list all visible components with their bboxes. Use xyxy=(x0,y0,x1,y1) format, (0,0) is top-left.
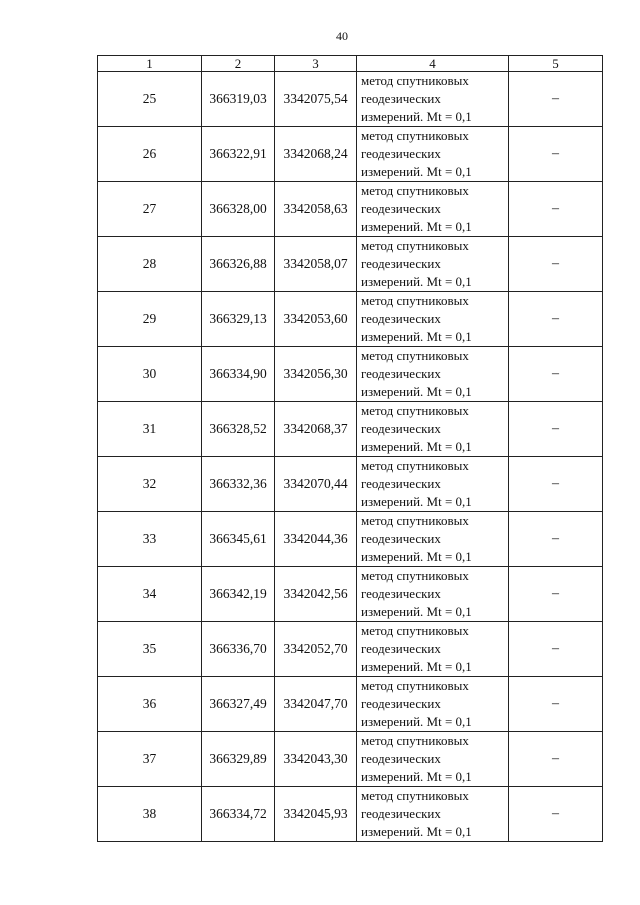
note-cell: – xyxy=(509,347,603,402)
table-body xyxy=(98,72,603,842)
x-coordinate-cell: 366334,72 xyxy=(202,787,275,842)
y-coordinate-cell: 3342068,37 xyxy=(275,402,357,457)
point-number-cell: 36 xyxy=(98,677,202,732)
table-row xyxy=(98,622,603,677)
y-coordinate-cell: 3342075,54 xyxy=(275,72,357,127)
x-coordinate-cell: 366328,00 xyxy=(202,182,275,237)
y-coordinate-cell: 3342056,30 xyxy=(275,347,357,402)
y-coordinate-cell: 3342058,07 xyxy=(275,237,357,292)
method-text-line: измерений. Mt = 0,1 xyxy=(361,164,472,179)
x-coordinate-cell: 366328,52 xyxy=(202,402,275,457)
note-cell: – xyxy=(509,237,603,292)
method-cell xyxy=(357,622,509,677)
note-cell: – xyxy=(509,292,603,347)
method-text-line: геодезических xyxy=(361,311,441,326)
method-text-line: метод спутниковых xyxy=(361,788,469,803)
note-cell: – xyxy=(509,732,603,787)
table-row xyxy=(98,182,603,237)
method-text-line: метод спутниковых xyxy=(361,183,469,198)
method-text-line: метод спутниковых xyxy=(361,458,469,473)
method-text-line: измерений. Mt = 0,1 xyxy=(361,714,472,729)
y-coordinate-cell: 3342053,60 xyxy=(275,292,357,347)
method-cell xyxy=(357,72,509,127)
point-number-cell: 37 xyxy=(98,732,202,787)
method-text-line: измерений. Mt = 0,1 xyxy=(361,329,472,344)
table-row xyxy=(98,72,603,127)
table-row xyxy=(98,402,603,457)
method-text-line: измерений. Mt = 0,1 xyxy=(361,109,472,124)
method-cell xyxy=(357,182,509,237)
note-cell: – xyxy=(509,512,603,567)
method-text-line: геодезических xyxy=(361,586,441,601)
point-number-cell: 32 xyxy=(98,457,202,512)
y-coordinate-cell: 3342044,36 xyxy=(275,512,357,567)
method-cell xyxy=(357,677,509,732)
table-header-row xyxy=(98,56,603,72)
point-number-cell: 31 xyxy=(98,402,202,457)
note-cell: – xyxy=(509,787,603,842)
table-row xyxy=(98,787,603,842)
point-number-cell: 33 xyxy=(98,512,202,567)
y-coordinate-cell: 3342058,63 xyxy=(275,182,357,237)
x-coordinate-cell: 366319,03 xyxy=(202,72,275,127)
column-header-3: 3 xyxy=(275,56,357,72)
y-coordinate-cell: 3342047,70 xyxy=(275,677,357,732)
method-text-line: геодезических xyxy=(361,366,441,381)
method-text-line: метод спутниковых xyxy=(361,678,469,693)
point-number-cell: 25 xyxy=(98,72,202,127)
method-text-line: метод спутниковых xyxy=(361,568,469,583)
method-text-line: геодезических xyxy=(361,641,441,656)
method-text-line: измерений. Mt = 0,1 xyxy=(361,384,472,399)
point-number-cell: 38 xyxy=(98,787,202,842)
method-cell xyxy=(357,567,509,622)
table-row xyxy=(98,512,603,567)
point-number-cell: 34 xyxy=(98,567,202,622)
x-coordinate-cell: 366332,36 xyxy=(202,457,275,512)
method-text-line: геодезических xyxy=(361,476,441,491)
method-text-line: метод спутниковых xyxy=(361,348,469,363)
method-text-line: метод спутниковых xyxy=(361,73,469,88)
method-text-line: измерений. Mt = 0,1 xyxy=(361,659,472,674)
method-text-line: метод спутниковых xyxy=(361,513,469,528)
column-header-5: 5 xyxy=(509,56,603,72)
column-header-1: 1 xyxy=(98,56,202,72)
table-row xyxy=(98,732,603,787)
table-row xyxy=(98,567,603,622)
y-coordinate-cell: 3342043,30 xyxy=(275,732,357,787)
method-text-line: метод спутниковых xyxy=(361,623,469,638)
y-coordinate-cell: 3342045,93 xyxy=(275,787,357,842)
note-cell: – xyxy=(509,127,603,182)
method-text-line: геодезических xyxy=(361,256,441,271)
column-header-4: 4 xyxy=(357,56,509,72)
y-coordinate-cell: 3342042,56 xyxy=(275,567,357,622)
method-text-line: геодезических xyxy=(361,806,441,821)
x-coordinate-cell: 366329,13 xyxy=(202,292,275,347)
method-text-line: геодезических xyxy=(361,91,441,106)
method-text-line: метод спутниковых xyxy=(361,238,469,253)
method-text-line: метод спутниковых xyxy=(361,293,469,308)
table-row xyxy=(98,457,603,512)
page-number: 40 xyxy=(336,29,348,43)
method-text-line: геодезических xyxy=(361,696,441,711)
x-coordinate-cell: 366345,61 xyxy=(202,512,275,567)
note-cell: – xyxy=(509,72,603,127)
method-cell xyxy=(357,787,509,842)
x-coordinate-cell: 366342,19 xyxy=(202,567,275,622)
note-cell: – xyxy=(509,182,603,237)
method-text-line: геодезических xyxy=(361,751,441,766)
note-cell: – xyxy=(509,622,603,677)
method-cell xyxy=(357,292,509,347)
method-text-line: измерений. Mt = 0,1 xyxy=(361,769,472,784)
method-text-line: геодезических xyxy=(361,421,441,436)
method-cell xyxy=(357,402,509,457)
note-cell: – xyxy=(509,402,603,457)
method-text-line: измерений. Mt = 0,1 xyxy=(361,439,472,454)
method-cell xyxy=(357,457,509,512)
x-coordinate-cell: 366327,49 xyxy=(202,677,275,732)
table-row xyxy=(98,127,603,182)
point-number-cell: 27 xyxy=(98,182,202,237)
note-cell: – xyxy=(509,457,603,512)
note-cell: – xyxy=(509,677,603,732)
x-coordinate-cell: 366336,70 xyxy=(202,622,275,677)
point-number-cell: 30 xyxy=(98,347,202,402)
coordinates-table xyxy=(97,55,603,842)
method-text-line: измерений. Mt = 0,1 xyxy=(361,549,472,564)
y-coordinate-cell: 3342070,44 xyxy=(275,457,357,512)
column-header-2: 2 xyxy=(202,56,275,72)
x-coordinate-cell: 366326,88 xyxy=(202,237,275,292)
method-cell xyxy=(357,347,509,402)
x-coordinate-cell: 366334,90 xyxy=(202,347,275,402)
method-text-line: метод спутниковых xyxy=(361,403,469,418)
method-cell xyxy=(357,237,509,292)
method-cell xyxy=(357,732,509,787)
table-row xyxy=(98,237,603,292)
y-coordinate-cell: 3342052,70 xyxy=(275,622,357,677)
method-cell xyxy=(357,127,509,182)
point-number-cell: 29 xyxy=(98,292,202,347)
method-text-line: измерений. Mt = 0,1 xyxy=(361,274,472,289)
table-row xyxy=(98,347,603,402)
table-row xyxy=(98,677,603,732)
x-coordinate-cell: 366329,89 xyxy=(202,732,275,787)
method-cell xyxy=(357,512,509,567)
point-number-cell: 35 xyxy=(98,622,202,677)
method-text-line: метод спутниковых xyxy=(361,128,469,143)
method-text-line: метод спутниковых xyxy=(361,733,469,748)
method-text-line: геодезических xyxy=(361,201,441,216)
method-text-line: измерений. Mt = 0,1 xyxy=(361,219,472,234)
method-text-line: измерений. Mt = 0,1 xyxy=(361,604,472,619)
method-text-line: измерений. Mt = 0,1 xyxy=(361,494,472,509)
method-text-line: геодезических xyxy=(361,146,441,161)
note-cell: – xyxy=(509,567,603,622)
table-row xyxy=(98,292,603,347)
point-number-cell: 28 xyxy=(98,237,202,292)
y-coordinate-cell: 3342068,24 xyxy=(275,127,357,182)
method-text-line: геодезических xyxy=(361,531,441,546)
point-number-cell: 26 xyxy=(98,127,202,182)
x-coordinate-cell: 366322,91 xyxy=(202,127,275,182)
method-text-line: измерений. Mt = 0,1 xyxy=(361,824,472,839)
